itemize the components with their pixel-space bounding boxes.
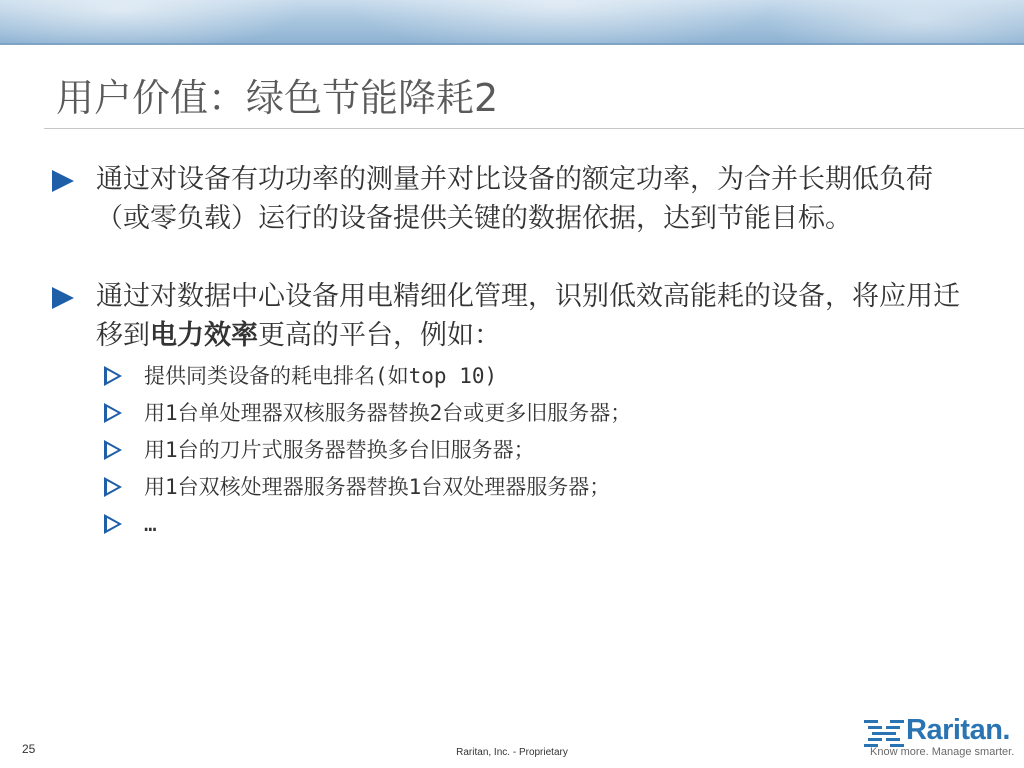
sub-bullet-item bbox=[104, 397, 964, 431]
hollow-triangle-bullet-icon bbox=[104, 366, 122, 386]
sub-bullet-item bbox=[104, 434, 964, 468]
bullet-emphasis: 电力效率 bbox=[150, 320, 258, 351]
sub-bullet-item bbox=[104, 471, 964, 505]
sub-bullet-text: 用1台的刀片式服务器替换多台旧服务器； bbox=[144, 438, 535, 462]
bullet-text-part: 更高的平台，例如： bbox=[258, 320, 501, 351]
bullet-text-part: 通过对数据中心设备用电精细化管理，识别低效高能耗的设备，将应用迁移到 bbox=[96, 281, 960, 351]
triangle-bullet-icon bbox=[52, 170, 74, 192]
hollow-triangle-bullet-icon bbox=[104, 403, 122, 423]
bullet-text bbox=[96, 277, 960, 355]
sub-bullet-text: … bbox=[144, 512, 157, 536]
sub-bullet-text: 提供同类设备的耗电排名(如top 10) bbox=[144, 364, 498, 388]
sub-bullet-item bbox=[104, 360, 964, 394]
bullet-text bbox=[96, 160, 960, 238]
page-number: 25 bbox=[22, 742, 36, 756]
hollow-triangle-bullet-icon bbox=[104, 440, 122, 460]
bullet-text-part: 通过对设备有功功率的测量并对比设备的额定功率，为合并长期低负荷（或零负载）运行的设备提供关键的数据依据，达到节能目标。 bbox=[96, 164, 933, 234]
sub-bullet-text: 用1台单处理器双核服务器替换2台或更多旧服务器； bbox=[144, 401, 632, 425]
footer-text: Raritan, Inc. - Proprietary bbox=[456, 747, 568, 758]
sub-bullet-item bbox=[104, 508, 964, 542]
hollow-triangle-bullet-icon bbox=[104, 514, 122, 534]
raritan-logo-icon bbox=[862, 717, 908, 749]
slide-title: 用户价值：绿色节能降耗2 bbox=[56, 76, 499, 120]
logo-wordmark: Raritan. bbox=[906, 714, 1010, 746]
raritan-logo bbox=[862, 715, 1018, 765]
hollow-triangle-bullet-icon bbox=[104, 477, 122, 497]
sub-bullet-text: 用1台双核处理器服务器替换1台双处理器服务器； bbox=[144, 475, 611, 499]
logo-tagline: Know more. Manage smarter. bbox=[870, 746, 1015, 758]
triangle-bullet-icon bbox=[52, 287, 74, 309]
